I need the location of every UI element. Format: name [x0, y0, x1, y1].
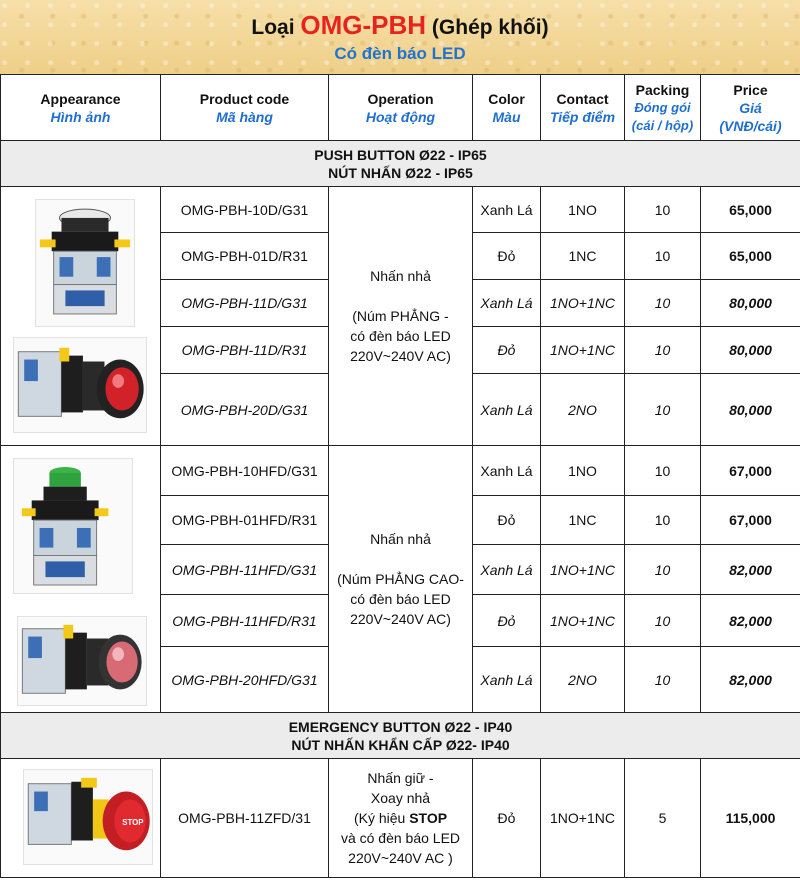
color-cell: Xanh Lá: [473, 374, 541, 446]
contact-cell: 1NC: [541, 233, 625, 280]
price-cell: 82,000: [701, 545, 800, 595]
contact-cell: 1NC: [541, 496, 625, 545]
color-cell: Đỏ: [473, 327, 541, 374]
title-suffix: (Ghép khối): [426, 16, 549, 39]
product-code: OMG-PBH-20HFD/G31: [161, 647, 329, 713]
section-title: EMERGENCY BUTTON Ø22 - IP40 NÚT NHẤN KHẨN CẤP Ø22- IP40: [1, 713, 800, 759]
packing-cell: 10: [625, 233, 701, 280]
contact-cell: 1NO+1NC: [541, 280, 625, 327]
contact-cell: 1NO+1NC: [541, 545, 625, 595]
color-cell: Đỏ: [473, 496, 541, 545]
section-header-push: [1, 141, 800, 187]
packing-cell: 10: [625, 647, 701, 713]
table-row: [1, 759, 800, 878]
contact-cell: 2NO: [541, 647, 625, 713]
header-color: Color Màu: [473, 75, 541, 141]
flat-button-photo-side: [35, 199, 135, 327]
product-code: OMG-PBH-01HFD/R31: [161, 496, 329, 545]
color-cell: Xanh Lá: [473, 545, 541, 595]
section-title: PUSH BUTTON Ø22 - IP65 NÚT NHẤN Ø22 - IP65: [1, 141, 800, 187]
brand-name: OMG-PBH: [300, 10, 427, 40]
price-cell: 115,000: [701, 759, 800, 878]
color-cell: Xanh Lá: [473, 187, 541, 233]
price-table: [0, 74, 800, 878]
contact-cell: 1NO: [541, 446, 625, 496]
packing-cell: 10: [625, 595, 701, 647]
price-cell: 82,000: [701, 647, 800, 713]
price-cell: 65,000: [701, 187, 800, 233]
title-prefix: Loại: [251, 16, 301, 39]
stop-mark: STOP: [122, 817, 144, 827]
packing-cell: 10: [625, 327, 701, 374]
color-cell: Xanh Lá: [473, 647, 541, 713]
title-banner: [0, 0, 800, 74]
color-cell: Xanh Lá: [473, 446, 541, 496]
contact-cell: 2NO: [541, 374, 625, 446]
packing-cell: 10: [625, 545, 701, 595]
color-cell: Đỏ: [473, 233, 541, 280]
emergency-button-photo: [23, 769, 153, 865]
price-cell: 67,000: [701, 496, 800, 545]
product-code: OMG-PBH-10HFD/G31: [161, 446, 329, 496]
header-contact: Contact Tiếp điểm: [541, 75, 625, 141]
product-code: OMG-PBH-11ZFD/31: [161, 759, 329, 878]
product-code: OMG-PBH-11HFD/G31: [161, 545, 329, 595]
contact-cell: 1NO+1NC: [541, 327, 625, 374]
product-code: OMG-PBH-01D/R31: [161, 233, 329, 280]
operation-desc: Nhấn nhả (Núm PHẲNG - có đèn báo LED 220V~240V AC): [329, 187, 473, 446]
section-header-emergency: [1, 713, 800, 759]
table-row: [1, 187, 800, 233]
product-code: OMG-PBH-11D/R31: [161, 327, 329, 374]
header-operation: Operation Hoạt động: [329, 75, 473, 141]
packing-cell: 10: [625, 446, 701, 496]
price-cell: 65,000: [701, 233, 800, 280]
operation-desc: Nhấn giữ - Xoay nhả (Ký hiệu STOP và có đèn báo LED 220V~240V AC ): [329, 759, 473, 878]
price-cell: 80,000: [701, 374, 800, 446]
price-cell: 82,000: [701, 595, 800, 647]
red-button-photo: [13, 337, 147, 433]
product-code: OMG-PBH-11HFD/R31: [161, 595, 329, 647]
contact-cell: 1NO+1NC: [541, 759, 625, 878]
packing-cell: 10: [625, 496, 701, 545]
green-button-photo: [13, 458, 133, 594]
product-code: OMG-PBH-20D/G31: [161, 374, 329, 446]
packing-cell: 5: [625, 759, 701, 878]
table-row: [1, 446, 800, 496]
header-appearance: Appearance Hình ảnh: [1, 75, 161, 141]
packing-cell: 10: [625, 187, 701, 233]
color-cell: Xanh Lá: [473, 280, 541, 327]
operation-desc: Nhấn nhả (Núm PHẲNG CAO- có đèn báo LED 220V~240V AC): [329, 446, 473, 713]
page-title: [0, 10, 800, 41]
color-cell: Đỏ: [473, 595, 541, 647]
pink-button-photo: [17, 616, 147, 706]
packing-cell: 10: [625, 374, 701, 446]
header-packing: Packing Đóng gói (cái / hộp): [625, 75, 701, 141]
product-image-flat: [1, 187, 161, 446]
price-cell: 67,000: [701, 446, 800, 496]
price-cell: 80,000: [701, 327, 800, 374]
page-subtitle: Có đèn báo LED: [334, 44, 466, 63]
color-cell: Đỏ: [473, 759, 541, 878]
packing-cell: 10: [625, 280, 701, 327]
product-image-emergency: [1, 759, 161, 878]
product-code: OMG-PBH-10D/G31: [161, 187, 329, 233]
header-price: Price Giá (VNĐ/cái): [701, 75, 800, 141]
product-image-high-flat: [1, 446, 161, 713]
header-product-code: Product code Mã hàng: [161, 75, 329, 141]
contact-cell: 1NO: [541, 187, 625, 233]
product-code: OMG-PBH-11D/G31: [161, 280, 329, 327]
table-header-row: [1, 75, 800, 141]
contact-cell: 1NO+1NC: [541, 595, 625, 647]
price-cell: 80,000: [701, 280, 800, 327]
